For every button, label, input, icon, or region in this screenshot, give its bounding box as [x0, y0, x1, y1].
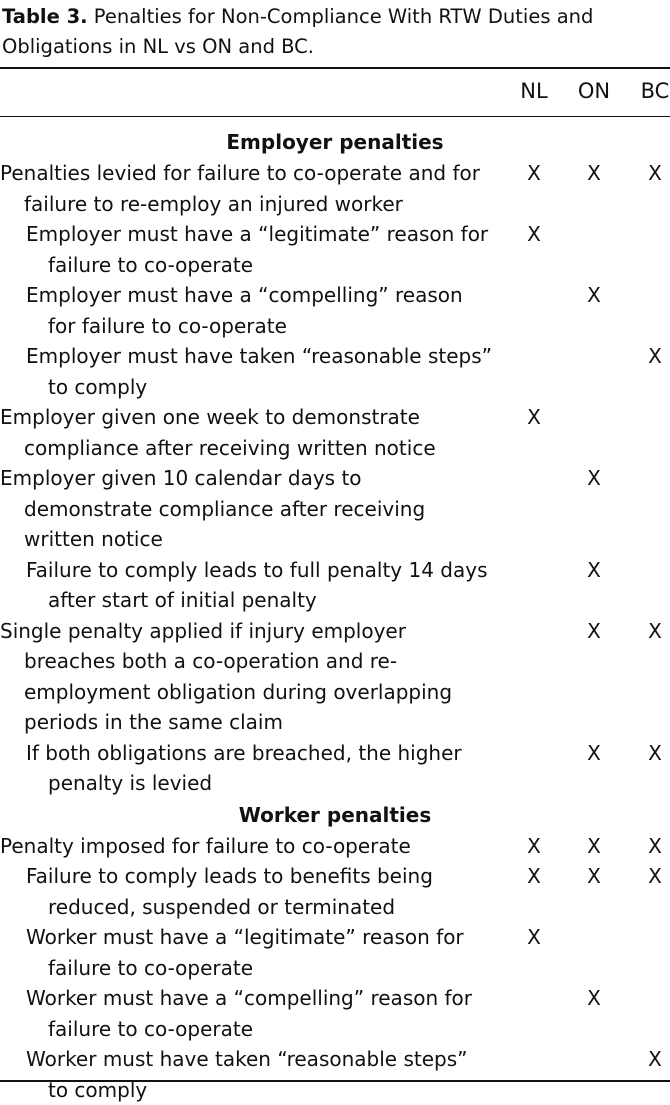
mark-bc: X	[648, 1047, 662, 1071]
table-label: Table 3.	[2, 5, 88, 28]
section-header	[0, 126, 670, 158]
mark-bc: X	[648, 833, 662, 858]
mark-on: X	[587, 161, 601, 185]
row-description: Worker must have a “compelling” reason for failure to co-operate	[26, 986, 473, 1041]
table-row	[0, 922, 670, 983]
section-title: Employer penalties	[226, 130, 444, 154]
mark-on: X	[587, 986, 601, 1010]
mark-on: X	[587, 833, 601, 858]
mark-nl: X	[527, 833, 541, 858]
table-row	[0, 738, 670, 799]
row-description: Employer must have taken “reasonable steps” to comply	[26, 344, 492, 399]
column-header-on: ON	[577, 79, 611, 103]
table-row	[0, 341, 670, 402]
row-description: Worker must have taken “reasonable steps” to comply	[26, 1047, 468, 1102]
mark-bc: X	[648, 740, 662, 765]
mark-bc: X	[648, 864, 662, 888]
section-header	[0, 799, 670, 831]
table-row	[0, 219, 670, 280]
row-description: Employer must have a “legitimate” reason for failure to co-operate	[26, 222, 489, 277]
mark-bc: X	[648, 344, 662, 368]
row-description: Penalty imposed for failure to co-operate	[0, 833, 411, 858]
column-header-nl: NL	[520, 79, 548, 103]
mark-nl: X	[527, 405, 541, 429]
table-row	[0, 463, 670, 555]
mark-on: X	[587, 618, 601, 643]
mark-on: X	[587, 740, 601, 765]
table-header	[0, 74, 670, 108]
mark-on: X	[587, 466, 601, 490]
table-row	[0, 555, 670, 616]
section-title: Worker penalties	[238, 802, 432, 827]
table-row	[0, 983, 670, 1044]
mark-nl: X	[527, 222, 541, 246]
table-row	[0, 616, 670, 738]
bottom-rule	[0, 1080, 670, 1082]
row-description: Failure to comply leads to benefits being reduced, suspended or terminated	[26, 864, 433, 919]
mark-bc: X	[648, 161, 662, 185]
mark-nl: X	[527, 925, 541, 949]
top-rule	[0, 67, 670, 69]
table-row	[0, 1044, 670, 1105]
mark-nl: X	[527, 864, 541, 888]
row-description: Worker must have a “legitimate” reason for failure to co-operate	[26, 925, 464, 980]
table-row	[0, 280, 670, 341]
table-title: Penalties for Non-Compliance With RTW Duties and Obligations in NL vs ON and BC.	[2, 5, 594, 58]
mark-nl: X	[527, 161, 541, 185]
row-description: Failure to comply leads to full penalty 14 days after start of initial penalty	[26, 557, 488, 612]
table-row	[0, 831, 670, 862]
table-body	[0, 126, 670, 1105]
table-row	[0, 158, 670, 219]
mark-on: X	[587, 864, 601, 888]
column-header-bc: BC	[640, 79, 670, 103]
table-caption	[2, 2, 666, 62]
header-rule	[0, 116, 670, 117]
table-row	[0, 861, 670, 922]
mark-on: X	[587, 283, 601, 307]
row-description: Employer given 10 calendar days to demonstrate compliance after receiving written notice	[0, 466, 426, 551]
row-description: Single penalty applied if injury employer breaches both a co-operation and re-employment obligation during overlapping periods in the same claim	[0, 618, 453, 734]
table-row	[0, 402, 670, 463]
mark-bc: X	[648, 618, 662, 643]
mark-on: X	[587, 557, 601, 582]
row-description: If both obligations are breached, the higher penalty is levied	[26, 740, 462, 795]
row-description: Employer given one week to demonstrate compliance after receiving written notice	[0, 405, 436, 460]
row-description: Penalties levied for failure to co-operate and for failure to re-employ an injured worker	[0, 161, 480, 216]
row-description: Employer must have a “compelling” reason for failure to co-operate	[26, 283, 463, 338]
